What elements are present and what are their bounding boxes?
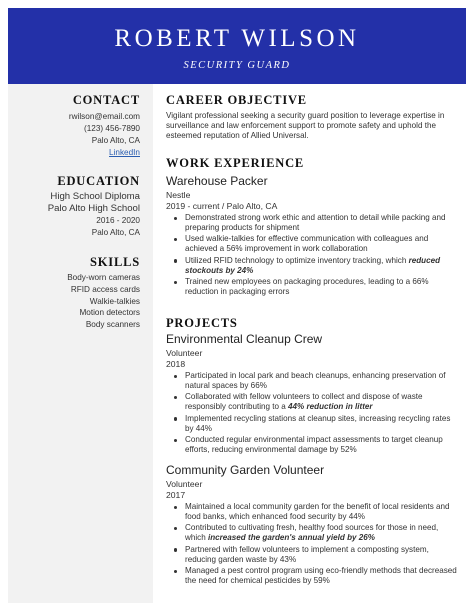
list-item: Implemented recycling stations at cleanup sites, increasing recycling rates by 44%: [166, 414, 458, 434]
list-item: Contributed to cultivating fresh, healthy food sources for those in need, which increased the garden's annual yield by 26%: [166, 523, 458, 543]
linkedin-link[interactable]: LinkedIn: [109, 148, 140, 157]
skill-item: Walkie-talkies: [89, 297, 140, 306]
job-title-subtitle: SECURITY GUARD: [183, 60, 291, 71]
project-role: Volunteer: [166, 479, 203, 489]
education-school: Palo Alto High School: [47, 203, 140, 214]
work-experience-heading: WORK EXPERIENCE: [166, 156, 305, 170]
job-title: Warehouse Packer: [166, 174, 268, 188]
list-item: Demonstrated strong work ethic and attention to detail while packing and preparing products for shipment: [166, 213, 458, 233]
job-company: Nestle: [166, 190, 191, 200]
contact-location: Palo Alto, CA: [91, 136, 140, 145]
list-item: Participated in local park and beach cleanups, enhancing preservation of natural spaces by 66%: [166, 371, 458, 391]
project-title: Community Garden Volunteer: [166, 463, 325, 477]
sidebar: [8, 84, 153, 603]
list-item: Conducted regular environmental impact assessments to target cleanup efforts, reducing environmental damage by 52%: [166, 435, 458, 455]
job-bullets: [166, 213, 458, 299]
skill-item: Body-worn cameras: [67, 273, 140, 282]
contact-linkedin: [109, 147, 140, 158]
list-item: Utilized RFID technology to optimize inventory tracking, which reduced stockouts by 24%: [166, 256, 458, 276]
education-dates: 2016 - 2020: [96, 216, 140, 225]
education-degree: High School Diploma: [50, 191, 140, 202]
candidate-name: ROBERT WILSON: [114, 25, 360, 52]
projects-heading: PROJECTS: [166, 316, 238, 330]
main-content: [166, 84, 461, 603]
contact-email: rwilson@email.com: [68, 112, 140, 121]
career-objective-text: Vigilant professional seeking a security guard position to leverage expertise in surveillance and law enforcement support to promote safety and uphold the esteemed reputation of Allied Universal.: [166, 111, 445, 141]
list-item: Trained new employees on packaging procedures, leading to a 66% reduction in packaging errors: [166, 277, 458, 297]
project-year: 2018: [166, 359, 186, 369]
education-heading: EDUCATION: [57, 174, 140, 188]
contact-phone: (123) 456-7890: [84, 124, 140, 133]
resume-header: [8, 8, 466, 84]
list-item: Managed a pest control program using eco-friendly methods that decreased the need for chemical pesticides by 59%: [166, 566, 458, 586]
project-bullets: [166, 371, 458, 457]
contact-heading: CONTACT: [72, 93, 140, 107]
list-item: Partnered with fellow volunteers to implement a composting system, reducing garden waste by 43%: [166, 545, 458, 565]
education-location: Palo Alto, CA: [91, 228, 140, 237]
list-item: Collaborated with fellow volunteers to collect and dispose of waste responsibly contributing to a 44% reduction in litter: [166, 392, 458, 412]
project-bullets: [166, 502, 458, 588]
project-year: 2017: [166, 490, 186, 500]
list-item: Used walkie-talkies for effective communication with colleagues and achieved a 56% improvement in work collaboration: [166, 234, 458, 254]
skill-item: Motion detectors: [79, 308, 140, 317]
skill-item: RFID access cards: [70, 285, 140, 294]
project-title: Environmental Cleanup Crew: [166, 332, 323, 346]
project-role: Volunteer: [166, 348, 203, 358]
job-dates-location: 2019 - current / Palo Alto, CA: [166, 201, 278, 211]
skills-heading: SKILLS: [90, 255, 140, 269]
skill-item: Body scanners: [85, 320, 140, 329]
list-item: Maintained a local community garden for the benefit of local residents and food banks, which enhanced food security by 44%: [166, 502, 458, 522]
career-objective-heading: CAREER OBJECTIVE: [166, 93, 307, 107]
